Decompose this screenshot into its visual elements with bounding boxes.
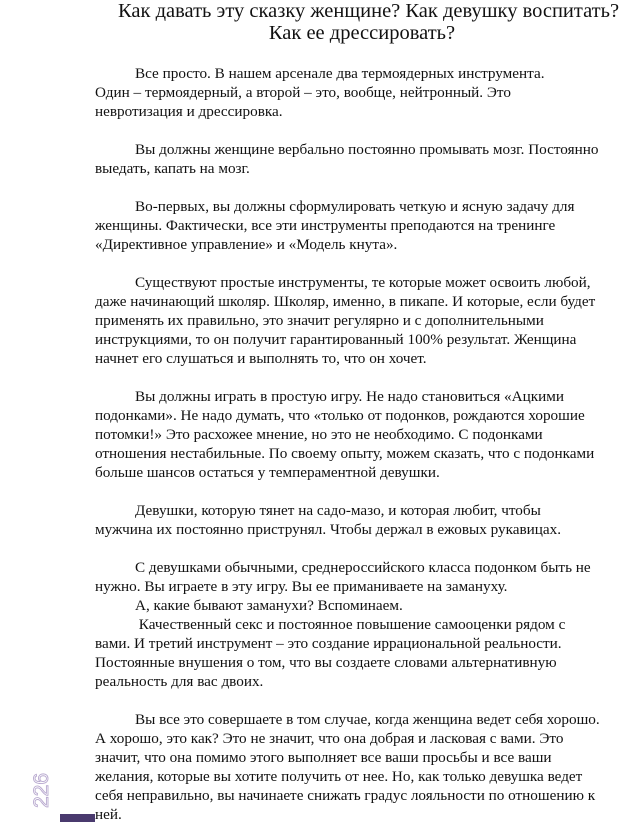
- text-line: вами. И третий инструмент – это создание иррациональной реальности.: [95, 635, 562, 652]
- text-line: желания, которые вы хотите получить от нее. Но, как только девушка ведет: [95, 768, 583, 785]
- paragraph-6: [95, 501, 620, 539]
- text-line: А, какие бывают заманухи? Вспоминаем.: [135, 597, 403, 614]
- text-line: «Директивное управление» и «Модель кнута».: [95, 236, 398, 253]
- paragraph-1: [95, 64, 620, 121]
- paragraph-10: [95, 710, 620, 824]
- title-line-1: Как давать эту сказку женщине? Как девушку воспитать?: [118, 0, 620, 22]
- paragraph-4: [95, 273, 620, 368]
- page-number: 226: [30, 772, 53, 808]
- text-line: С девушками обычными, среднероссийского класса подонком быть не: [135, 559, 591, 576]
- text-line: значит, что она помимо этого выполняет все ваши просьбы и все ваши: [95, 749, 552, 766]
- text-line: нужно. Вы играете в эту игру. Вы ее приманиваете на замануху.: [95, 578, 508, 595]
- text-line: подонками». Не надо думать, что «только от подонков, рождаются хорошие: [95, 407, 585, 424]
- text-line: Один – термоядерный, а второй – это, вообще, нейтронный. Это: [95, 84, 511, 101]
- text-line: инструкциями, то он получит гарантированный 100% результат. Женщина: [95, 331, 577, 348]
- text-line: выедать, капать на мозг.: [95, 160, 250, 177]
- text-line: отношения нестабильные. По своему опыту, можем сказать, что с подонками: [95, 445, 595, 462]
- text-line: А хорошо, это как? Это не значит, что она добрая и ласковая с вами. Это: [95, 730, 564, 747]
- text-line: Все просто. В нашем арсенале два термоядерных инструмента.: [135, 65, 545, 82]
- paragraph-5: [95, 387, 620, 482]
- text-line: начнет его слушаться и выполнять то, что он хочет.: [95, 350, 427, 367]
- text-line: Во-первых, вы должны сформулировать четкую и ясную задачу для: [135, 198, 575, 215]
- text-line: Вы должны женщине вербально постоянно промывать мозг. Постоянно: [135, 141, 599, 158]
- text-line: Вы все это совершаете в том случае, когда женщина ведет себя хорошо.: [135, 711, 600, 728]
- text-line: Качественный секс и постоянное повышение самооценки рядом с: [135, 616, 566, 633]
- text-line: невротизация и дрессировка.: [95, 103, 283, 120]
- text-line: реальность для вас двоих.: [95, 673, 264, 690]
- paragraph-9: [95, 615, 620, 691]
- paragraph-7: [95, 558, 620, 596]
- title-line-2: Как ее дрессировать?: [268, 22, 456, 44]
- text-line: себя неправильно, вы начинаете снижать градус лояльности по отношению к: [95, 787, 596, 804]
- text-line: применять их правильно, это значит регулярно и с дополнительными: [95, 312, 544, 329]
- text-line: потомки!» Это расхожее мнение, но это не необходимо. С подонками: [95, 426, 543, 443]
- text-line: даже начинающий школяр. Школяр, именно, в пикапе. И которые, если будет: [95, 293, 596, 310]
- text-line: мужчина их постоянно приструнял. Чтобы держал в ежовых рукавицах.: [95, 521, 562, 538]
- paragraph-8: [95, 596, 620, 615]
- paragraph-2: [95, 140, 620, 178]
- text-line: больше шансов остаться у темпераментной девушки.: [95, 464, 440, 481]
- text-line: Постоянные внушения о том, что вы создаете словами альтернативную: [95, 654, 557, 671]
- body-text: [95, 64, 620, 824]
- text-line: Существуют простые инструменты, те которые может освоить любой,: [135, 274, 591, 291]
- paragraph-3: [95, 197, 620, 254]
- footer-accent-bar: [60, 814, 95, 822]
- page-title: [0, 0, 620, 44]
- text-line: ней.: [95, 806, 122, 823]
- text-line: женщины. Фактически, все эти инструменты преподаются на тренинге: [95, 217, 556, 234]
- text-line: Девушки, которую тянет на садо-мазо, и которая любит, чтобы: [135, 502, 541, 519]
- text-line: Вы должны играть в простую игру. Не надо становиться «Ацкими: [135, 388, 564, 405]
